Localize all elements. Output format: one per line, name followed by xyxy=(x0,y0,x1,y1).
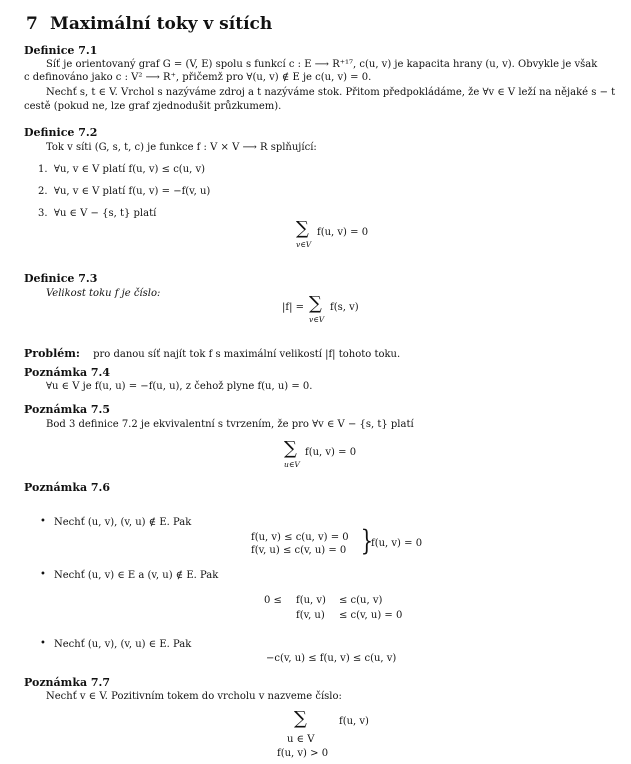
bullet-2-icon: • xyxy=(40,569,46,580)
note75-formula-expr: f(u, v) = 0 xyxy=(305,447,357,458)
problem-label: Problém: xyxy=(24,347,80,360)
def73-formula-expr: f(s, v) xyxy=(330,302,359,313)
def72-item-3-num: 3. xyxy=(38,208,48,219)
section-number: 7 xyxy=(26,14,38,34)
def72-item-1-text: ∀u, v ∈ V platí f(u, v) ≤ c(u, v) xyxy=(53,164,206,175)
def72-item-1-num: 1. xyxy=(38,164,48,175)
note77-sub-1: u ∈ V xyxy=(287,734,315,745)
section-title xyxy=(26,14,272,34)
note74-text: ∀u ∈ V je f(u, u) = −f(u, u), z čehož plyne f(u, u) = 0. xyxy=(46,381,313,392)
def72-sum-sub: v∈V xyxy=(296,240,312,249)
note77-sub-2: f(u, v) > 0 xyxy=(277,748,329,759)
def73-sum-sign: ∑ xyxy=(309,293,322,314)
note77-sum-sign: ∑ xyxy=(294,708,307,729)
note76-case2-r1a: 0 ≤ xyxy=(264,595,282,606)
note76-heading: Poznámka 7.6 xyxy=(24,481,111,494)
def72-intro: Tok v síti (G, s, t, c) je funkce f : V × V ⟶ R splňující: xyxy=(46,142,317,153)
note76-case1-line2: f(v, u) ≤ c(v, u) = 0 xyxy=(251,545,347,556)
note76-case2-r2b: f(v, u) xyxy=(296,610,325,621)
def72-item-1 xyxy=(38,163,205,176)
def71-line-3: Nechť s, t ∈ V. Vrchol s nazýváme zdroj a t nazýváme stok. Přitom předpokládáme, že ∀v ∈ V leží na nějaké s − t xyxy=(46,87,616,98)
def72-item-2 xyxy=(38,185,210,198)
note75-sum-sign: ∑ xyxy=(284,438,297,459)
def72-sum-sign: ∑ xyxy=(296,218,309,239)
note77-heading: Poznámka 7.7 xyxy=(24,676,111,689)
note75-text: Bod 3 definice 7.2 je ekvivalentní s tvrzením, že pro ∀v ∈ V − {s, t} platí xyxy=(46,419,414,430)
note76-case3-formula: −c(v, u) ≤ f(u, v) ≤ c(u, v) xyxy=(266,653,397,664)
note76-case1-brace: } xyxy=(360,524,374,557)
note76-case1-result: f(u, v) = 0 xyxy=(371,538,423,549)
def72-heading: Definice 7.2 xyxy=(24,126,98,139)
def73-heading: Definice 7.3 xyxy=(24,272,98,285)
def71-line-1: Síť je orientovaný graf G = (V, E) spolu s funkcí c : E ⟶ R⁺¹⁷, c(u, v) je kapacita hrany (u, v). Obvykle je však xyxy=(46,59,598,70)
def71-heading: Definice 7.1 xyxy=(24,44,98,57)
note76-case2-r2c: ≤ c(v, u) = 0 xyxy=(339,610,403,621)
note74-heading: Poznámka 7.4 xyxy=(24,366,111,379)
section-title-text: Maximální toky v sítích xyxy=(50,14,273,34)
note75-sum-sub: u∈V xyxy=(284,460,300,469)
note76-case1-line1: f(u, v) ≤ c(u, v) = 0 xyxy=(251,532,349,543)
def72-item-2-num: 2. xyxy=(38,186,48,197)
note76-case1-text: Nechť (u, v), (v, u) ∉ E. Pak xyxy=(54,517,192,528)
note77-text: Nechť v ∈ V. Pozitivním tokem do vrcholu v nazveme číslo: xyxy=(46,691,342,702)
note76-case3-text: Nechť (u, v), (v, u) ∈ E. Pak xyxy=(54,639,192,650)
bullet-3-icon: • xyxy=(40,638,46,649)
note75-heading: Poznámka 7.5 xyxy=(24,403,111,416)
problem xyxy=(24,342,400,361)
note76-case2-r1b: f(u, v) xyxy=(296,595,326,606)
def73-formula-lhs: |f| = xyxy=(282,302,304,313)
def72-formula-expr: f(u, v) = 0 xyxy=(317,227,369,238)
def72-item-2-text: ∀u, v ∈ V platí f(u, v) = −f(v, u) xyxy=(53,186,211,197)
def71-line-4: cestě (pokud ne, lze graf zjednodušit průzkumem). xyxy=(24,101,282,112)
note77-formula-expr: f(u, v) xyxy=(339,716,369,727)
def72-item-3-text: ∀u ∈ V − {s, t} platí xyxy=(53,208,157,219)
def73-intro: Velikost toku f je číslo: xyxy=(46,288,161,299)
note76-case2-text: Nechť (u, v) ∈ E a (v, u) ∉ E. Pak xyxy=(54,570,219,581)
problem-text: pro danou síť najít tok f s maximální velikostí |f| tohoto toku. xyxy=(93,349,401,360)
note76-case2-r1c: ≤ c(u, v) xyxy=(339,595,383,606)
def73-sum-sub: v∈V xyxy=(309,315,325,324)
def72-item-3 xyxy=(38,207,156,220)
def71-line-2: c definováno jako c : V² ⟶ R⁺, přičemž pro ∀(u, v) ∉ E je c(u, v) = 0. xyxy=(24,72,372,83)
bullet-1-icon: • xyxy=(40,516,46,527)
